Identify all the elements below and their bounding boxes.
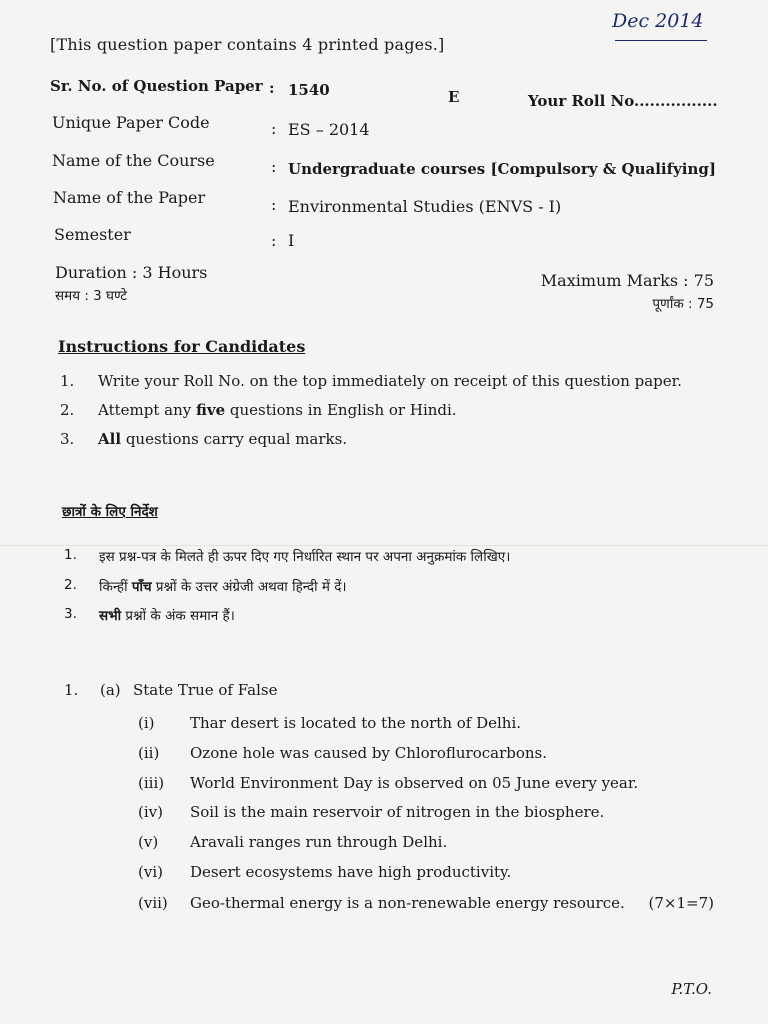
question-item [138, 803, 728, 823]
instructions-hi-title: छात्रों के लिए निर्देश [62, 504, 158, 520]
instruction-text: Attempt any five questions in English or Hindi. [98, 401, 457, 419]
item-number: (i) [138, 714, 155, 732]
upc-label: Unique Paper Code [52, 113, 210, 132]
instruction-text: इस प्रश्न-पत्र के मिलते ही ऊपर दिए गए निर्धारित स्थान पर अपना अनुक्रमांक लिखिए। [99, 549, 511, 565]
scan-line [0, 545, 768, 546]
instruction-hi-2 [64, 577, 724, 597]
instruction-number: 1. [64, 547, 77, 563]
instruction-number: 1. [60, 372, 75, 390]
pto-footer: P.T.O. [671, 980, 712, 998]
question-item [138, 863, 728, 883]
paper-colon: : [271, 195, 277, 214]
item-text: World Environment Day is observed on 05 June every year. [190, 774, 639, 792]
sr-no-label: Sr. No. of Question Paper [50, 77, 263, 95]
question-item [138, 714, 728, 734]
semester-colon: : [271, 231, 277, 250]
sr-no-colon: : [269, 79, 275, 97]
instruction-hi-1 [64, 547, 724, 567]
instruction-text: Write your Roll No. on the top immediately on receipt of this question paper. [98, 372, 682, 390]
item-text: Soil is the main reservoir of nitrogen in the biosphere. [190, 803, 605, 821]
item-number: (vii) [138, 894, 168, 912]
paper-label: Name of the Paper [53, 188, 206, 207]
roll-no-field: Your Roll No................ [528, 92, 718, 110]
question-1-part: (a) [100, 681, 121, 699]
question-1-title: State True of False [133, 681, 278, 699]
question-item [138, 774, 728, 794]
instruction-text: सभी प्रश्नों के अंक समान हैं। [99, 608, 235, 624]
printed-pages-note: [This question paper contains 4 printed pages.] [50, 35, 445, 54]
instruction-en-3 [60, 430, 720, 450]
course-label: Name of the Course [52, 151, 215, 170]
item-number: (ii) [138, 744, 160, 762]
sr-no-value: 1540 [288, 81, 330, 99]
instruction-en-2 [60, 401, 720, 421]
duration-en: Duration : 3 Hours [55, 263, 208, 282]
item-number: (iii) [138, 774, 165, 792]
item-text: Ozone hole was caused by Chloroflurocarbons. [190, 744, 548, 762]
handwritten-underline [615, 40, 707, 41]
question-item [138, 833, 728, 853]
item-text: Desert ecosystems have high productivity. [190, 863, 512, 881]
course-value: Undergraduate courses [Compulsory & Qualifying] [288, 160, 716, 178]
question-1-number: 1. [64, 681, 79, 699]
max-marks-en: Maximum Marks : 75 [540, 271, 714, 290]
course-colon: : [271, 157, 277, 176]
item-text: Thar desert is located to the north of Delhi. [190, 714, 522, 732]
max-marks-hi: पूर्णांक : 75 [652, 296, 714, 312]
handwritten-date: Dec 2014 [612, 10, 704, 32]
duration-hi: समय : 3 घण्टे [55, 288, 128, 304]
semester-value: I [288, 231, 295, 250]
question-item [138, 744, 728, 764]
paper-value: Environmental Studies (ENVS - I) [288, 197, 562, 216]
instruction-en-1 [60, 372, 720, 392]
item-number: (iv) [138, 803, 163, 821]
instruction-hi-3 [64, 606, 724, 626]
instruction-text: All questions carry equal marks. [98, 430, 348, 448]
item-text: Aravali ranges run through Delhi. [190, 833, 448, 851]
question-1-marks: (7×1=7) [648, 894, 714, 912]
item-text: Geo-thermal energy is a non-renewable energy resource. [190, 894, 625, 912]
instruction-number: 3. [64, 606, 77, 622]
set-letter: E [448, 88, 460, 106]
semester-label: Semester [54, 225, 131, 244]
instruction-number: 2. [60, 401, 75, 419]
instruction-number: 3. [60, 430, 75, 448]
item-number: (v) [138, 833, 159, 851]
upc-colon: : [271, 119, 277, 138]
item-number: (vi) [138, 863, 163, 881]
question-item [138, 894, 728, 914]
instruction-number: 2. [64, 577, 77, 593]
instructions-en-title: Instructions for Candidates [58, 337, 306, 356]
upc-value: ES – 2014 [288, 120, 370, 139]
instruction-text: किन्हीं पाँच प्रश्नों के उत्तर अंग्रेजी अथवा हिन्दी में दें। [99, 579, 347, 595]
